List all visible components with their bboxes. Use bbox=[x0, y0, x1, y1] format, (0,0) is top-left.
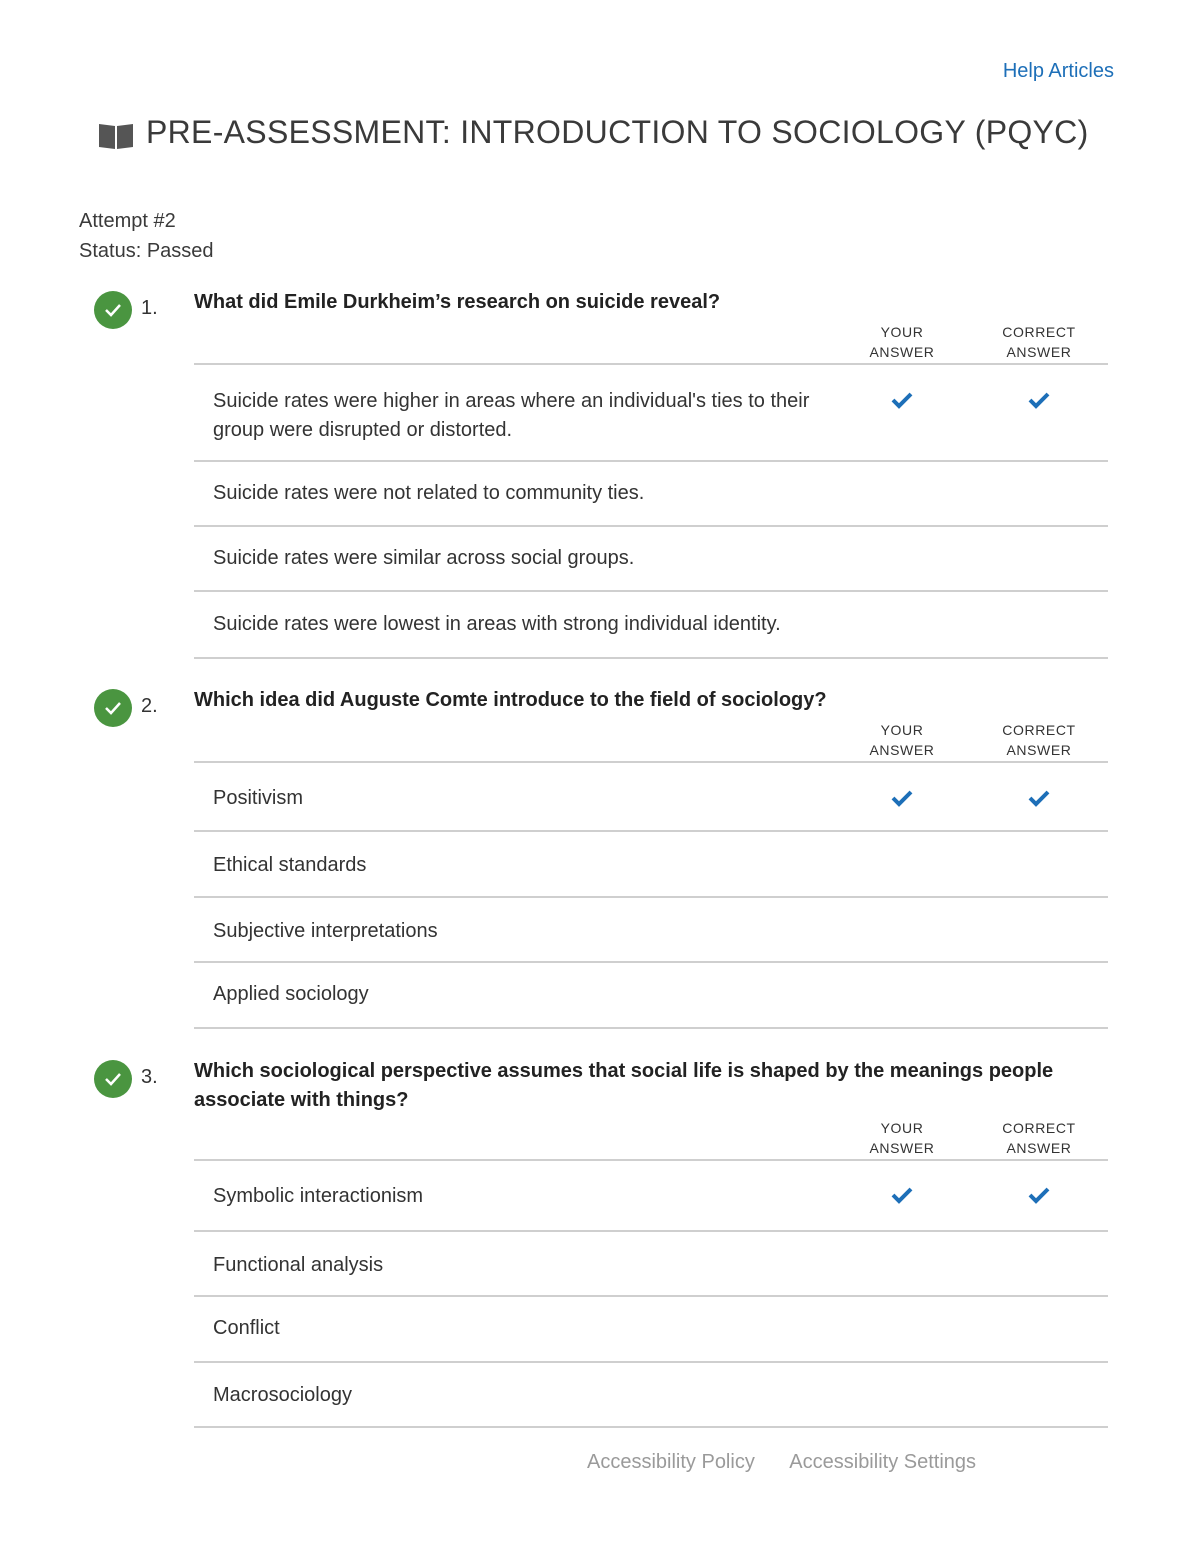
book-icon bbox=[98, 122, 134, 150]
answer-text: Suicide rates were higher in areas where an individual's ties to their group were disrupted or distorted. bbox=[213, 390, 810, 441]
answer-row bbox=[194, 898, 1108, 963]
your-answer-header: YOUR ANSWER bbox=[869, 1120, 935, 1156]
answer-row bbox=[194, 832, 1108, 898]
accessibility-policy-link[interactable]: Accessibility Policy bbox=[587, 1451, 755, 1473]
answer-row bbox=[194, 1297, 1108, 1363]
answer-row bbox=[194, 592, 1108, 659]
answer-text: Subjective interpretations bbox=[213, 920, 438, 942]
answer-text: Suicide rates were not related to community ties. bbox=[213, 482, 645, 504]
answer-row bbox=[194, 1363, 1108, 1428]
your-answer-check-icon bbox=[891, 1186, 913, 1204]
answer-text: Suicide rates were lowest in areas with strong individual identity. bbox=[213, 613, 781, 635]
status-label: Status: Passed bbox=[79, 240, 214, 262]
correct-answer-header: CORRECT ANSWER bbox=[1002, 722, 1076, 758]
answer-row bbox=[194, 527, 1108, 592]
correct-answer-header: CORRECT ANSWER bbox=[1002, 1120, 1076, 1156]
correct-badge-icon bbox=[94, 1060, 132, 1098]
answer-text: Functional analysis bbox=[213, 1254, 384, 1276]
page-title: PRE-ASSESSMENT: INTRODUCTION TO SOCIOLOGY (PQYC) bbox=[146, 114, 1089, 150]
answer-text: Applied sociology bbox=[213, 983, 369, 1005]
your-answer-check-icon bbox=[891, 391, 913, 409]
attempt-label: Attempt #2 bbox=[79, 210, 176, 232]
answer-table bbox=[194, 761, 1108, 1029]
your-answer-check-icon bbox=[891, 789, 913, 807]
correct-answer-header: CORRECT ANSWER bbox=[1002, 324, 1076, 360]
correct-answer-check-icon bbox=[1028, 1186, 1050, 1204]
answer-text: Ethical standards bbox=[213, 854, 367, 876]
question-text: Which idea did Auguste Comte introduce to the field of sociology? bbox=[194, 689, 827, 711]
correct-badge-icon bbox=[94, 291, 132, 329]
answer-text: Positivism bbox=[213, 787, 304, 809]
answer-row bbox=[194, 763, 1108, 832]
your-answer-header: YOUR ANSWER bbox=[869, 722, 935, 758]
answer-row bbox=[194, 365, 1108, 462]
answer-table bbox=[194, 1159, 1108, 1428]
answer-text: Macrosociology bbox=[213, 1384, 352, 1406]
page-header bbox=[98, 114, 1089, 151]
answer-row bbox=[194, 1161, 1108, 1232]
help-articles-link[interactable]: Help Articles bbox=[1002, 60, 1114, 82]
question-number: 3. bbox=[141, 1066, 158, 1088]
answer-row bbox=[194, 1232, 1108, 1297]
attempt-info bbox=[79, 206, 214, 266]
correct-answer-check-icon bbox=[1028, 789, 1050, 807]
answer-text: Conflict bbox=[213, 1317, 280, 1339]
question-number: 2. bbox=[141, 695, 158, 717]
answer-text: Suicide rates were similar across social groups. bbox=[213, 547, 635, 569]
question-text: What did Emile Durkheim’s research on suicide reveal? bbox=[194, 291, 721, 313]
correct-answer-check-icon bbox=[1028, 391, 1050, 409]
question-number: 1. bbox=[141, 297, 158, 319]
your-answer-header: YOUR ANSWER bbox=[869, 324, 935, 360]
footer-links bbox=[587, 1451, 1006, 1474]
correct-badge-icon bbox=[94, 689, 132, 727]
answer-row bbox=[194, 963, 1108, 1029]
question-text: Which sociological perspective assumes that social life is shaped by the meanings people associate with things? bbox=[194, 1060, 1054, 1111]
accessibility-settings-link[interactable]: Accessibility Settings bbox=[789, 1451, 977, 1473]
answer-text: Symbolic interactionism bbox=[213, 1185, 424, 1207]
answer-table bbox=[194, 363, 1108, 659]
answer-row bbox=[194, 462, 1108, 527]
